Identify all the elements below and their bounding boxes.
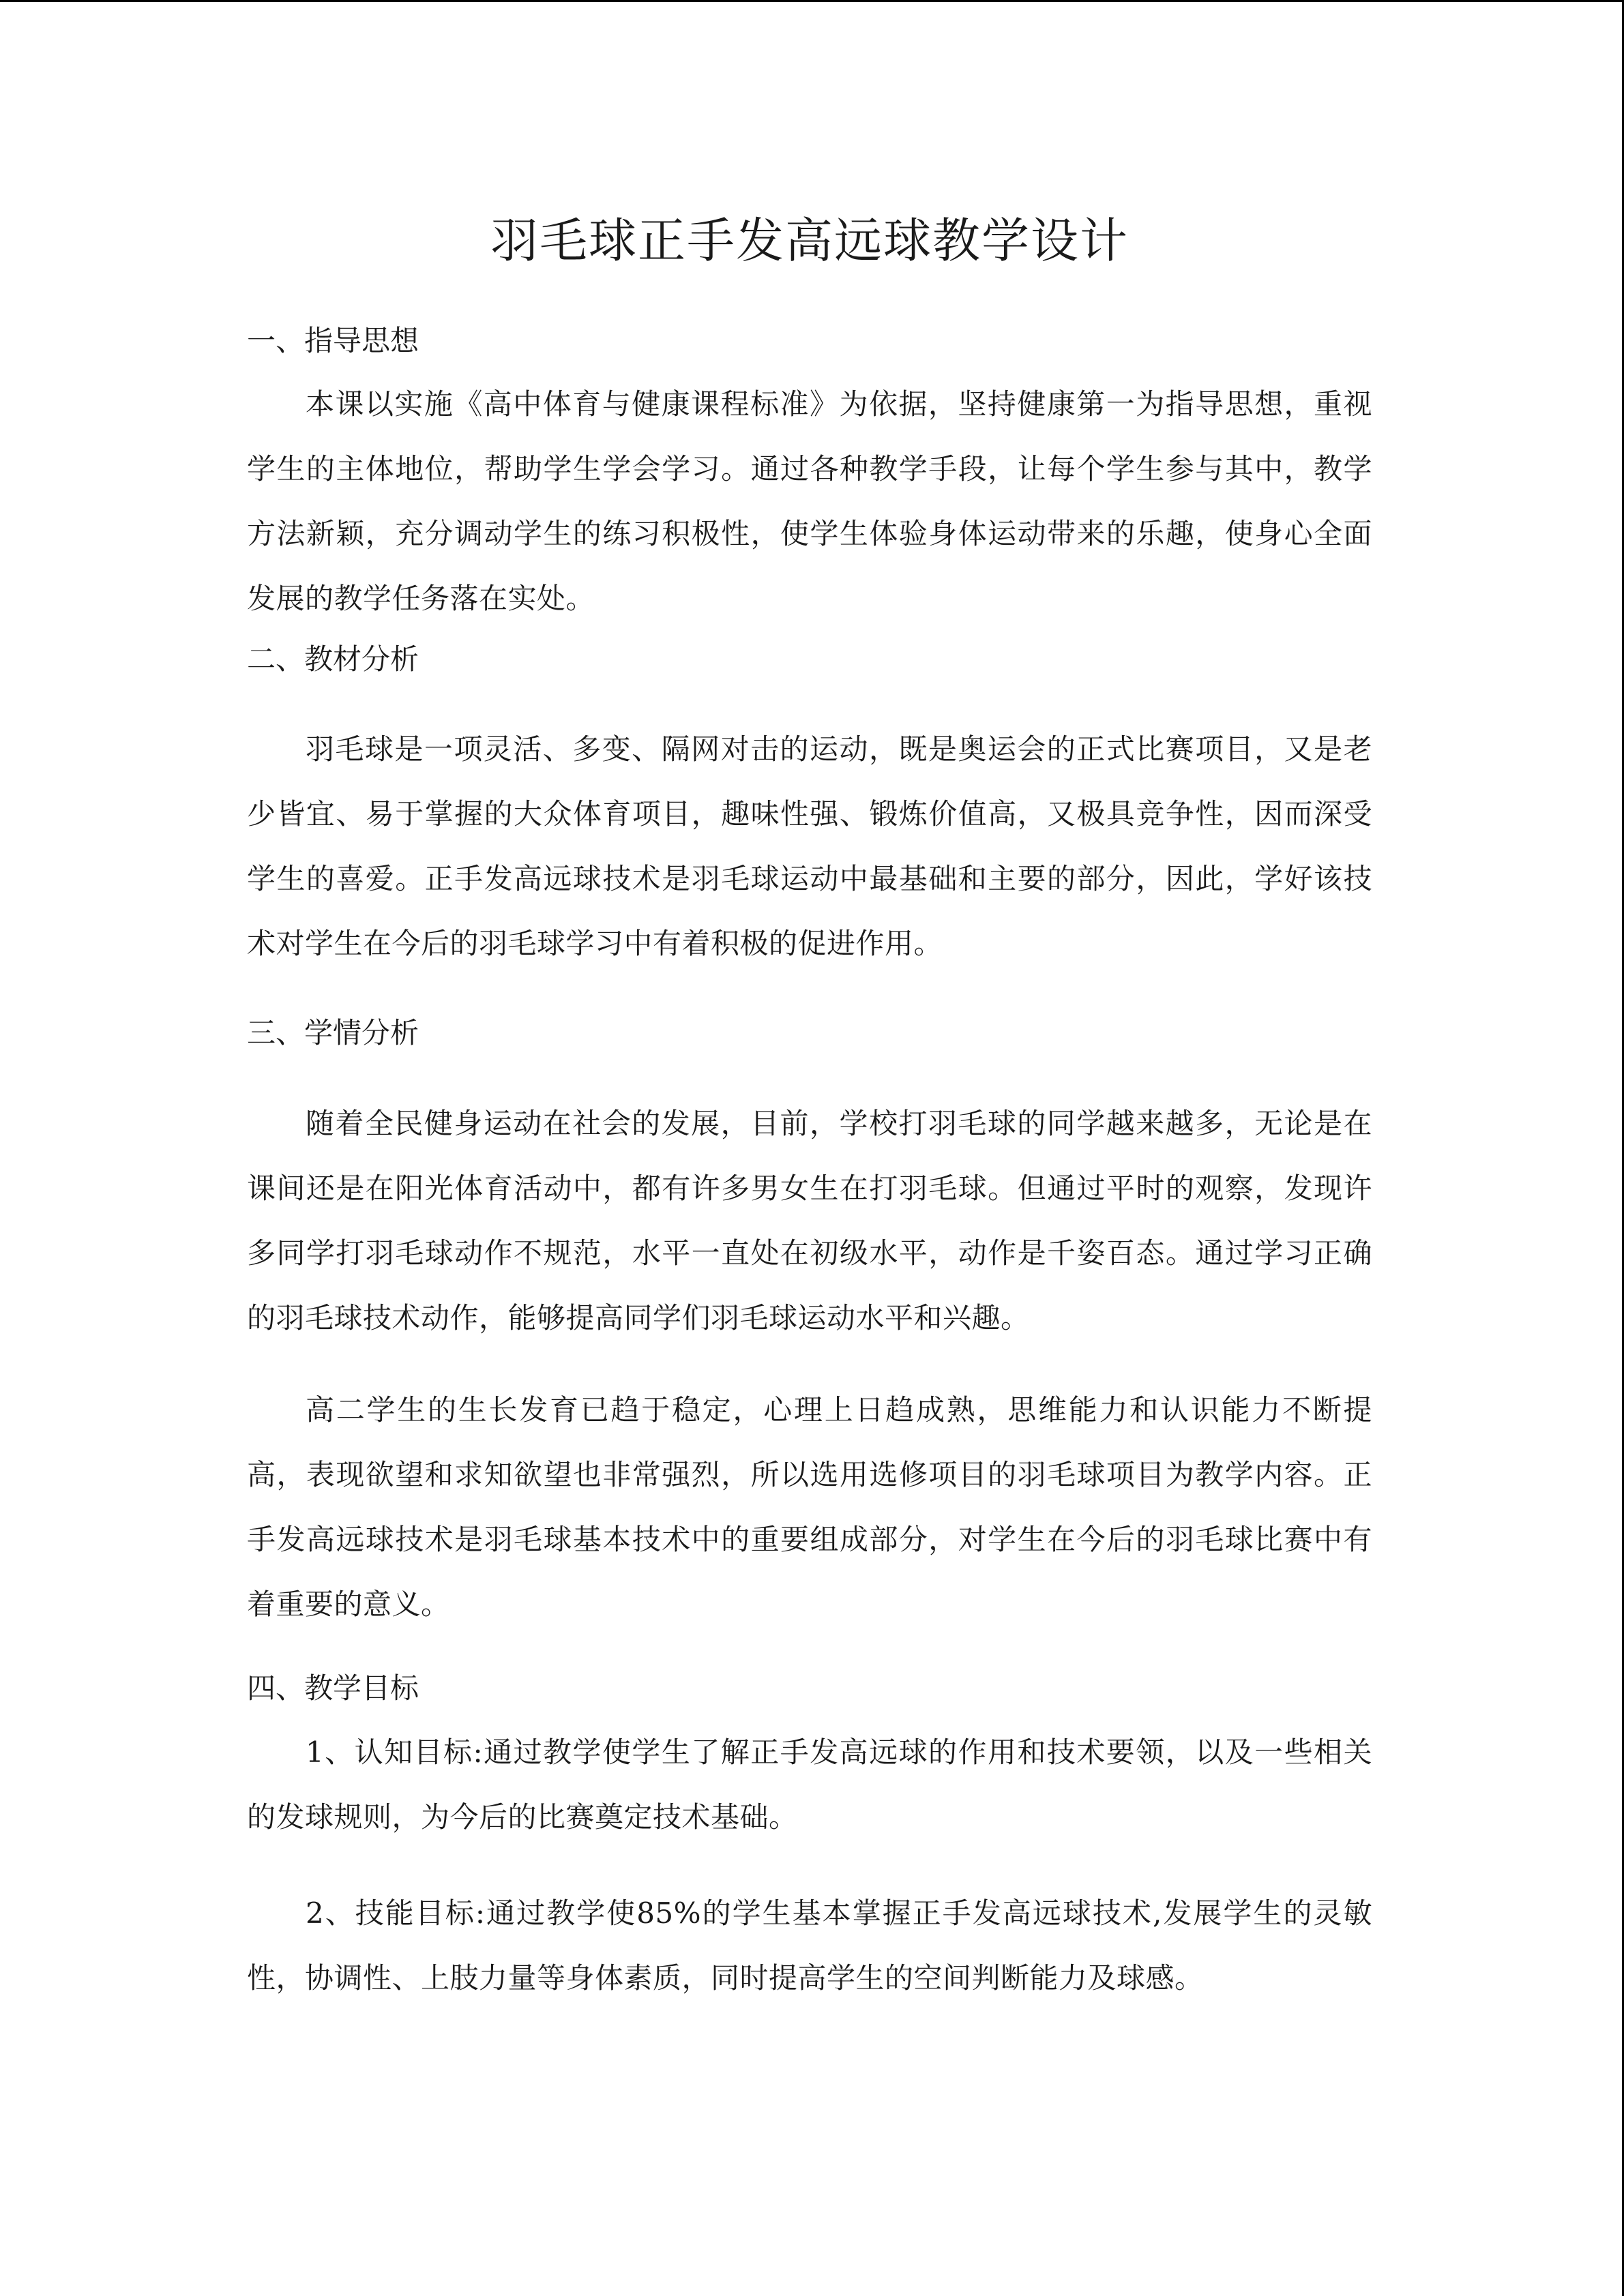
- objective-skill: 2、技能目标:通过教学使85%的学生基本掌握正手发高远球技术,发展学生的灵敏性，协调性、上肢力量等身体素质，同时提高学生的空间判断能力及球感。: [247, 1896, 1372, 1995]
- objective-cognitive: 1、认知目标:通过教学使学生了解正手发高远球的作用和技术要领，以及一些相关的发球规则，为今后的比赛奠定技术基础。: [247, 1735, 1372, 1834]
- section-paragraph: 本课以实施《高中体育与健康课程标准》为依据，坚持健康第一为指导思想，重视学生的主体地位，帮助学生学会学习。通过各种教学手段，让每个学生参与其中，教学方法新颖，充分调动学生的练习积极性，使学生体验身体运动带来的乐趣，使身心全面发展的教学任务落在实处。: [247, 387, 1372, 615]
- section-heading-material-analysis: 二、教材分析: [247, 642, 419, 676]
- section-heading-learner-analysis: 三、学情分析: [247, 1016, 419, 1049]
- document-title: 羽毛球正手发高远球教学设计: [490, 213, 1129, 269]
- section-paragraph: 随着全民健身运动在社会的发展，目前，学校打羽毛球的同学越来越多，无论是在课间还是在阳光体育活动中，都有许多男女生在打羽毛球。但通过平时的观察，发现许多同学打羽毛球动作不规范，水平一直处在初级水平，动作是千姿百态。通过学习正确的羽毛球技术动作，能够提高同学们羽毛球运动水平和兴趣。: [247, 1107, 1372, 1335]
- section-heading-teaching-objectives: 四、教学目标: [247, 1671, 419, 1705]
- section-paragraph: 羽毛球是一项灵活、多变、隔网对击的运动，既是奥运会的正式比赛项目，又是老少皆宜、易于掌握的大众体育项目，趣味性强、锻炼价值高，又极具竞争性，因而深受学生的喜爱。正手发高远球技术是羽毛球运动中最基础和主要的部分，因此，学好该技术对学生在今后的羽毛球学习中有着积极的促进作用。: [247, 732, 1372, 960]
- section-heading-guiding-ideology: 一、指导思想: [247, 324, 419, 357]
- section-paragraph: 高二学生的生长发育已趋于稳定，心理上日趋成熟，思维能力和认识能力不断提高，表现欲望和求知欲望也非常强烈，所以选用选修项目的羽毛球项目为教学内容。正手发高远球技术是羽毛球基本技术中的重要组成部分，对学生在今后的羽毛球比赛中有着重要的意义。: [247, 1393, 1372, 1621]
- page-top-border: [0, 0, 1624, 2]
